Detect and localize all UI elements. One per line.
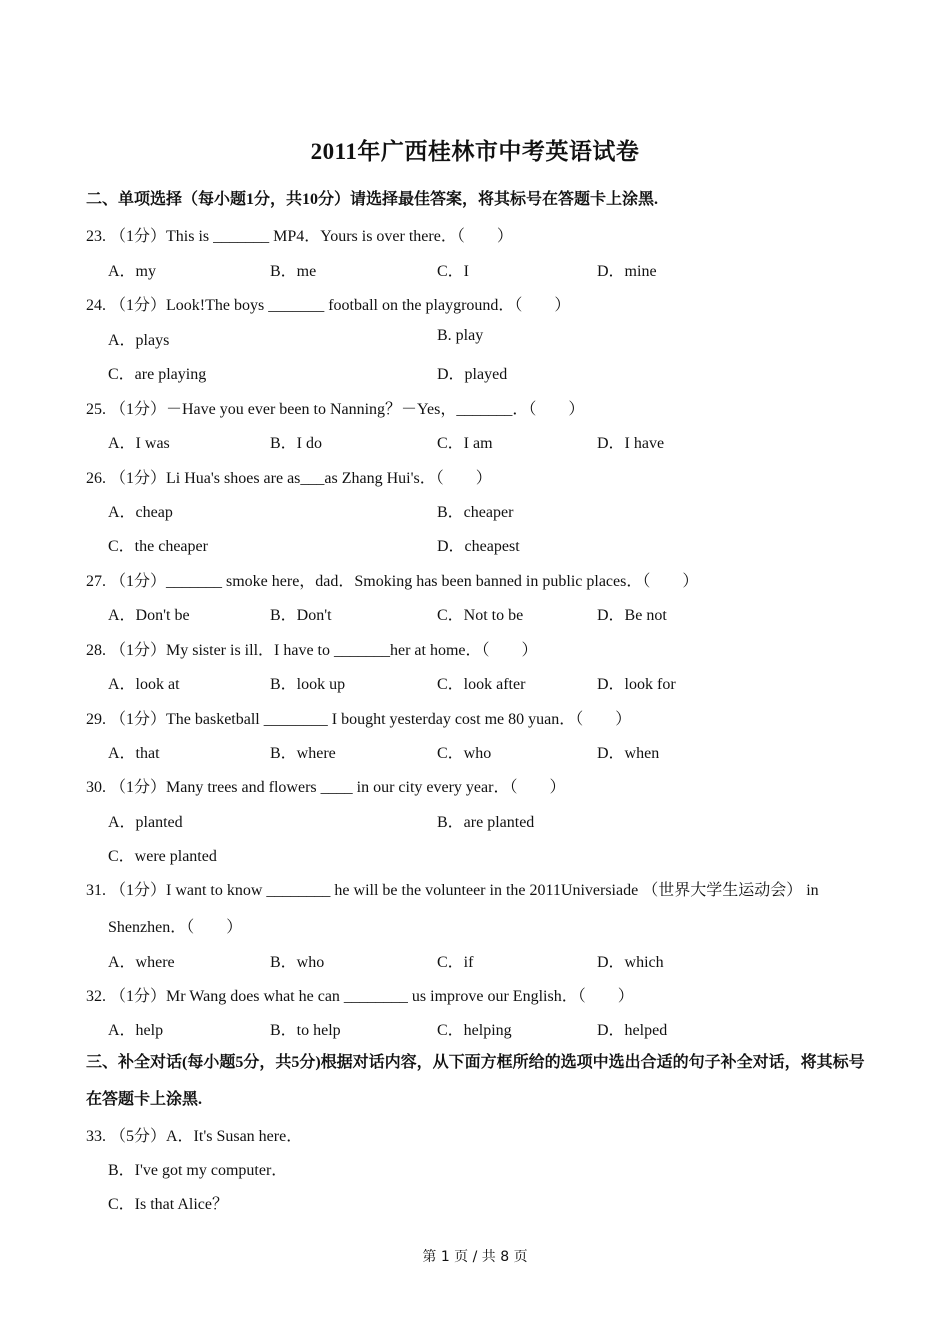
option-d[interactable]: D．I have xyxy=(597,435,665,452)
option-d[interactable]: D．helped xyxy=(597,1022,668,1039)
question-25-options xyxy=(108,430,868,454)
question-24-stem: 24. （1分）Look!The boys _______ football on the playground．（ ） xyxy=(86,297,571,314)
question-29-options xyxy=(108,740,868,764)
option-d[interactable]: D．Be not xyxy=(597,607,667,624)
section-3-heading: 三、补全对话(每小题5分，共5分)根据对话内容，从下面方框所给的选项中选出合适的句子补全对话，将其标号在答题卡上涂黑. xyxy=(86,1054,865,1108)
option-c[interactable]: C．look after xyxy=(437,676,526,693)
option-a[interactable]: A．help xyxy=(108,1022,164,1039)
option-b[interactable]: B．cheaper xyxy=(437,504,514,521)
question-23-stem: 23. （1分）This is _______ MP4．Yours is over there．（ ） xyxy=(86,228,513,245)
question-28-stem: 28. （1分）My sister is ill．I have to _______her at home．（ ） xyxy=(86,642,538,659)
option-c[interactable]: C．the cheaper xyxy=(108,538,208,555)
question-31-stem: 31. （1分）I want to know ________ he will be the volunteer in the 2011Universiade （世界大学生运动会） in xyxy=(86,882,819,899)
option-a[interactable]: A．plays xyxy=(108,332,170,349)
option-c[interactable]: C．helping xyxy=(437,1022,512,1039)
question-27-stem: 27. （1分）_______ smoke here，dad．Smoking has been banned in public places．（ ） xyxy=(86,573,699,590)
question-29-stem: 29. （1分）The basketball ________ I bought yesterday cost me 80 yuan．（ ） xyxy=(86,711,632,728)
question-30-stem: 30. （1分）Many trees and flowers ____ in our city every year．（ ） xyxy=(86,779,566,796)
question-32-stem: 32. （1分）Mr Wang does what he can ________ us improve our English．（ ） xyxy=(86,988,634,1005)
option-c[interactable]: C．if xyxy=(437,954,474,971)
option-a[interactable]: A．look at xyxy=(108,676,180,693)
question-31-stem-continued: Shenzhen．（ ） xyxy=(108,919,243,936)
option-c[interactable]: C．who xyxy=(437,745,492,762)
option-d[interactable]: D．cheapest xyxy=(437,538,520,555)
question-27-options xyxy=(108,602,868,626)
option-c[interactable]: C．I xyxy=(437,263,470,280)
option-a[interactable]: A．my xyxy=(108,263,157,280)
option-b[interactable]: B．are planted xyxy=(437,814,535,831)
option-a[interactable]: A．cheap xyxy=(108,504,173,521)
option-b[interactable]: B. play xyxy=(437,327,484,344)
question-33-line-c: C．Is that Alice？ xyxy=(108,1196,228,1213)
option-b[interactable]: B．where xyxy=(270,745,336,762)
option-c[interactable]: C．were planted xyxy=(108,848,217,865)
option-a[interactable]: A．I was xyxy=(108,435,170,452)
option-a[interactable]: A．planted xyxy=(108,814,183,831)
option-b[interactable]: B．I do xyxy=(270,435,323,452)
question-32-options xyxy=(108,1017,868,1041)
question-33-stem: 33. （5分）A．It's Susan here． xyxy=(86,1128,303,1145)
question-28-options xyxy=(108,671,868,695)
question-26-stem: 26. （1分）Li Hua's shoes are as___as Zhang Hui's．（ ） xyxy=(86,470,492,487)
question-30-options-row1 xyxy=(108,809,868,833)
option-a[interactable]: A．that xyxy=(108,745,160,762)
question-33-line-b: B．I've got my computer． xyxy=(108,1162,288,1179)
question-23-options xyxy=(108,258,868,282)
option-b[interactable]: B．look up xyxy=(270,676,346,693)
question-25-stem: 25. （1分）－Have you ever been to Nanning？－Yes，_______．（ ） xyxy=(86,401,585,418)
option-d[interactable]: D．when xyxy=(597,745,660,762)
option-b[interactable]: B．to help xyxy=(270,1022,341,1039)
page-footer: 第 1 页 / 共 8 页 xyxy=(422,1249,528,1265)
section-2-heading: 二、单项选择（每小题1分，共10分）请选择最佳答案，将其标号在答题卡上涂黑. xyxy=(86,191,659,208)
option-d[interactable]: D．look for xyxy=(597,676,676,693)
question-26-options-row1 xyxy=(108,499,868,523)
option-a[interactable]: A．where xyxy=(108,954,175,971)
question-31-options xyxy=(108,949,868,973)
option-c[interactable]: C．Not to be xyxy=(437,607,524,624)
option-d[interactable]: D．which xyxy=(597,954,664,971)
option-d[interactable]: D．played xyxy=(437,366,508,383)
option-c[interactable]: C．I am xyxy=(437,435,493,452)
option-b[interactable]: B．who xyxy=(270,954,325,971)
option-d[interactable]: D．mine xyxy=(597,263,657,280)
option-a[interactable]: A．Don't be xyxy=(108,607,190,624)
page-title: 2011年广西桂林市中考英语试卷 xyxy=(310,139,640,164)
question-26-options-row2 xyxy=(108,533,868,557)
question-30-options-row2 xyxy=(108,843,868,867)
option-c[interactable]: C．are playing xyxy=(108,366,207,383)
option-b[interactable]: B．Don't xyxy=(270,607,332,624)
option-b[interactable]: B．me xyxy=(270,263,317,280)
question-24-options-row2 xyxy=(108,361,868,385)
question-24-options-row1 xyxy=(108,327,868,351)
